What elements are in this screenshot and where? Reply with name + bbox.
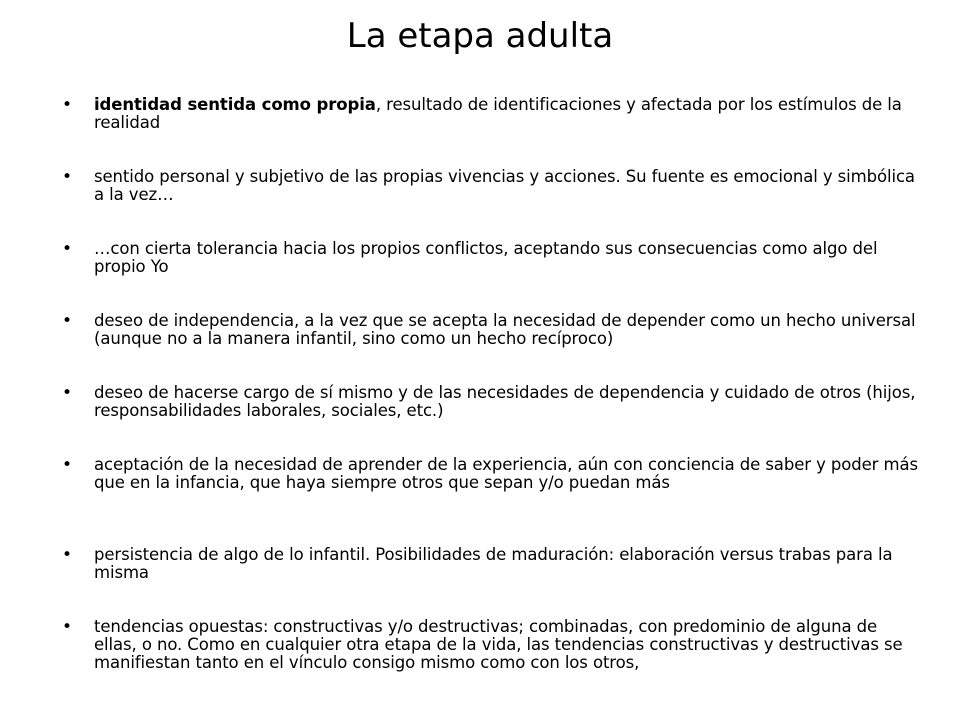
bullet-item-cargo [62,384,922,420]
bullet-text: deseo de independencia, a la vez que se acepta la necesidad de depender como un hecho universal (aunque no a la manera infantil, sino como un hecho recíproco) [94,311,916,348]
bullet-bold-lead: identidad sentida como propia [94,95,376,114]
bullet-text [94,96,922,132]
bullet-rest: , resultado de identificaciones y afectada por los estímulos de la realidad [94,95,902,132]
bullet-item-independencia [62,312,922,348]
bullet-text: aceptación de la necesidad de aprender de la experiencia, aún con conciencia de saber y poder más que en la infancia, que haya siempre otros que sepan y/o puedan más [94,455,918,492]
bullet-item-tendencias [62,618,922,672]
bullet-icon: • [62,383,73,403]
bullet-item-tolerancia [62,240,922,276]
bullet-icon: • [62,239,73,259]
bullet-text: sentido personal y subjetivo de las propias vivencias y acciones. Su fuente es emocional y simbólica a la vez… [94,167,915,204]
bullet-icon: • [62,455,73,475]
bullet-icon: • [62,95,73,115]
bullet-item-sentido [62,168,922,204]
bullet-text: tendencias opuestas: constructivas y/o destructivas; combinadas, con predominio de alguna de ellas, o no. Como en cualquier otra etapa de la vida, las tendencias constructivas y destructivas se manifiestan tanto en el vínculo consigo mismo como con los otros, [94,617,903,672]
bullet-item-persistencia [62,546,922,582]
bullet-item-identidad [62,96,922,132]
bullet-icon: • [62,617,73,637]
slide-title: La etapa adulta [346,16,614,56]
bullet-icon: • [62,545,73,565]
bullet-text: …con cierta tolerancia hacia los propios conflictos, aceptando sus consecuencias como algo del propio Yo [94,239,878,276]
bullet-icon: • [62,167,73,187]
bullet-text: persistencia de algo de lo infantil. Posibilidades de maduración: elaboración versus trabas para la misma [94,545,893,582]
bullet-text: deseo de hacerse cargo de sí mismo y de las necesidades de dependencia y cuidado de otros (hijos, responsabilidades laborales, sociales, etc.) [94,383,916,420]
bullet-icon: • [62,311,73,331]
bullet-item-aprender [62,456,922,492]
